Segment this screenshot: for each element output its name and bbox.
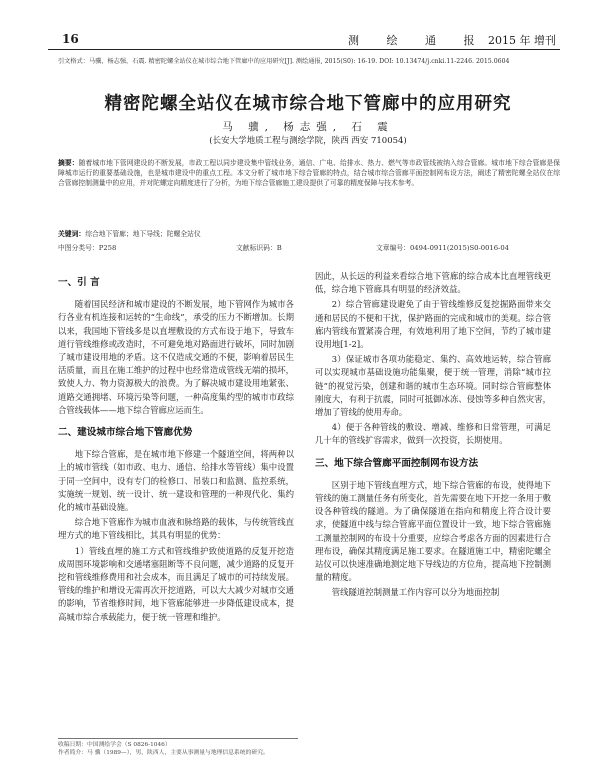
body-paragraph: 综合地下管廊作为城市血液和脉络路的载体，与传统管线直埋方式的地下管线相比，其具有明显的优势： xyxy=(58,517,294,541)
article-id: 文章编号：0494-0911(2015)S0-0016-04 xyxy=(376,244,509,252)
clc-number: 中图分类号：P258 xyxy=(58,244,117,252)
footnote xyxy=(58,738,298,757)
journal-name: 测 绘 通 报 xyxy=(348,34,487,47)
footnote-received: 收稿日期：中国测绘学会（S 0826-1046） xyxy=(58,742,171,748)
article-meta xyxy=(58,242,560,254)
abstract-label: 摘要： xyxy=(58,159,79,167)
keywords-text: 综合地下管廊；地下导线；陀螺全站仪 xyxy=(85,230,201,238)
body-paragraph: 因此，从长远的利益来看综合地下管廊的综合成本比直埋管线更低，综合地下管廊具有明显的经济效益。 xyxy=(315,271,551,295)
running-header xyxy=(48,30,560,52)
body-paragraph: 随着国民经济和城市建设的不断发展，地下管网作为城市各行各业有机连接和运转的“生命线”，承受的压力不断增加。长期以来，我国地下管线多是以直埋敷设的方式布设于地下，导致车道行管线维修或改造时，不可避免地对路面进行破坏，同时加剧了城市建设用地的矛盾。这不仅造成交通的不便，影响着居民生活质量，而且在施工维护的过程中也经常造成管线无端的损坏，致使人力、物力资源极大的浪费。为了解决城市建设用地紧张、道路交通拥堵、环境污染等问题，一种高度集约型的城市市政综合管线载体——地下综合管廊应运而生。 xyxy=(58,299,294,415)
author-list: 马 骥, 杨志强, 石 震 xyxy=(222,121,394,133)
body-column-right xyxy=(315,270,551,602)
section-heading: 一、引 言 xyxy=(58,277,100,288)
body-paragraph: 3）保证城市各项功能稳定、集约、高效地运转，综合管廊可以实现城市基础设施功能集聚，便于统一管理，消除“城市拉链”的视觉污染，创建和谐的城市生态环境。同时综合管廊整体刚度大，有利于抗震，同时可抵御冰冻、侵蚀等多种自然灾害，增加了管线的使用寿命。 xyxy=(315,354,551,418)
abstract xyxy=(58,158,560,189)
footnote-author-bio: 作者简介：马 骥（1989—），男，陕西人，主要从事测量与地理信息系统的研究。 xyxy=(58,750,269,756)
abstract-text: 随着城市地下管网建设的不断发展，市政工程以同步建设集中管线业务，通信、广电、给排水、热力、燃气等市政管线被纳入综合管廊。城市地下综合管廊是保障城市运行的重要基础设施，也是城市建设中的重点工程。本文分析了城市地下综合管廊的特点，结合城市综合管廊平面控制网布设方法，阐述了精密陀螺全站仪在综合管廊控制测量中的应用，并对陀螺定向精度进行了分析，为地下综合管廊施工建设提供了可靠的精度保障与技术参考。 xyxy=(58,159,561,188)
issue-label: 2015 年 增刊 xyxy=(488,34,556,47)
affiliation: (长安大学地质工程与测绘学院，陕西 西安 710054) xyxy=(209,136,407,146)
paper-title: 精密陀螺全站仪在城市综合地下管廊中的应用研究 xyxy=(104,94,512,114)
keywords-label: 关键词： xyxy=(58,230,86,238)
body-paragraph: 4）便于各种管线的敷设、增减、维修和日常管理，可满足几十年的管线扩容需求，做到一次投资，长期使用。 xyxy=(315,422,551,446)
body-paragraph: 1）管线直埋的施工方式和管线维护致使道路的反复开挖造成周围环境影响和交通堵塞阻断等不良问题，减少道路的反复开挖和管线维修费用和社会成本，而且满足了城市的可持续发展。管线的维护和增设无需再次开挖道路，可以大大减少对城市交通的影响，节省维修时间，地下管廊能够进一步降低建设成本，提高城市综合承载能力，便于统一管理和维护。 xyxy=(58,545,294,622)
citation-format: 引文格式：马骥，杨志强，石震. 精密陀螺全站仪在城市综合地下管廊中的应用研究[J]. 测绘通报, 2015(S0): 16-19. DOI: 10.13474/j.cnki.11-2246. 2015.0604 xyxy=(58,58,510,65)
body-column-left xyxy=(58,270,294,626)
body-paragraph: 管线隧道控制测量工作内容可以分为地面控制 xyxy=(331,587,500,598)
body-paragraph: 区别于地下管线直埋方式，地下综合管廊的布设，使得地下管线的施工测量任务有所变化，首先需要在地下开挖一条用于敷设各种管线的隧道。为了确保隧道在指向和精度上符合设计要求，使隧道中线与综合管廊平面位置设计一致，地下综合管廊施工测量控制网的布设十分重要，应综合考虑各方面的因素进行合理布设，确保其精度满足施工要求。在隧道施工中，精密陀螺全站仪可以快速准确地测定地下导线边的方位角，提高地下控制测量的精度。 xyxy=(315,479,551,583)
section-heading: 二、建设城市综合地下管廊优势 xyxy=(58,427,193,439)
keywords xyxy=(58,228,201,238)
header-rule xyxy=(48,49,560,50)
document-code: 文献标识码：B xyxy=(236,244,282,252)
section-heading: 三、地下综合管廊平面控制网布设方法 xyxy=(315,457,479,469)
body-paragraph: 2）综合管廊建设避免了由于管线维修反复挖掘路面带来交通和居民的不便和干扰，保护路面的完成和城市的美观。综合管廊内管线布置紧凑合理，有效地利用了地下空间，节约了城市建设用地[1-2]。 xyxy=(315,299,551,350)
page-number: 16 xyxy=(62,32,79,46)
body-paragraph: 地下综合管廊，是在城市地下修建一个隧道空间，将两种以上的城市管线（如市政、电力、通信、给排水等管线）集中设置于同一空间中，设有专门的检修口、吊装口和监测、监控系统，实施统一规划、统一设计、统一建设和管理的一种现代化、集约化的城市基础设施。 xyxy=(58,449,294,513)
